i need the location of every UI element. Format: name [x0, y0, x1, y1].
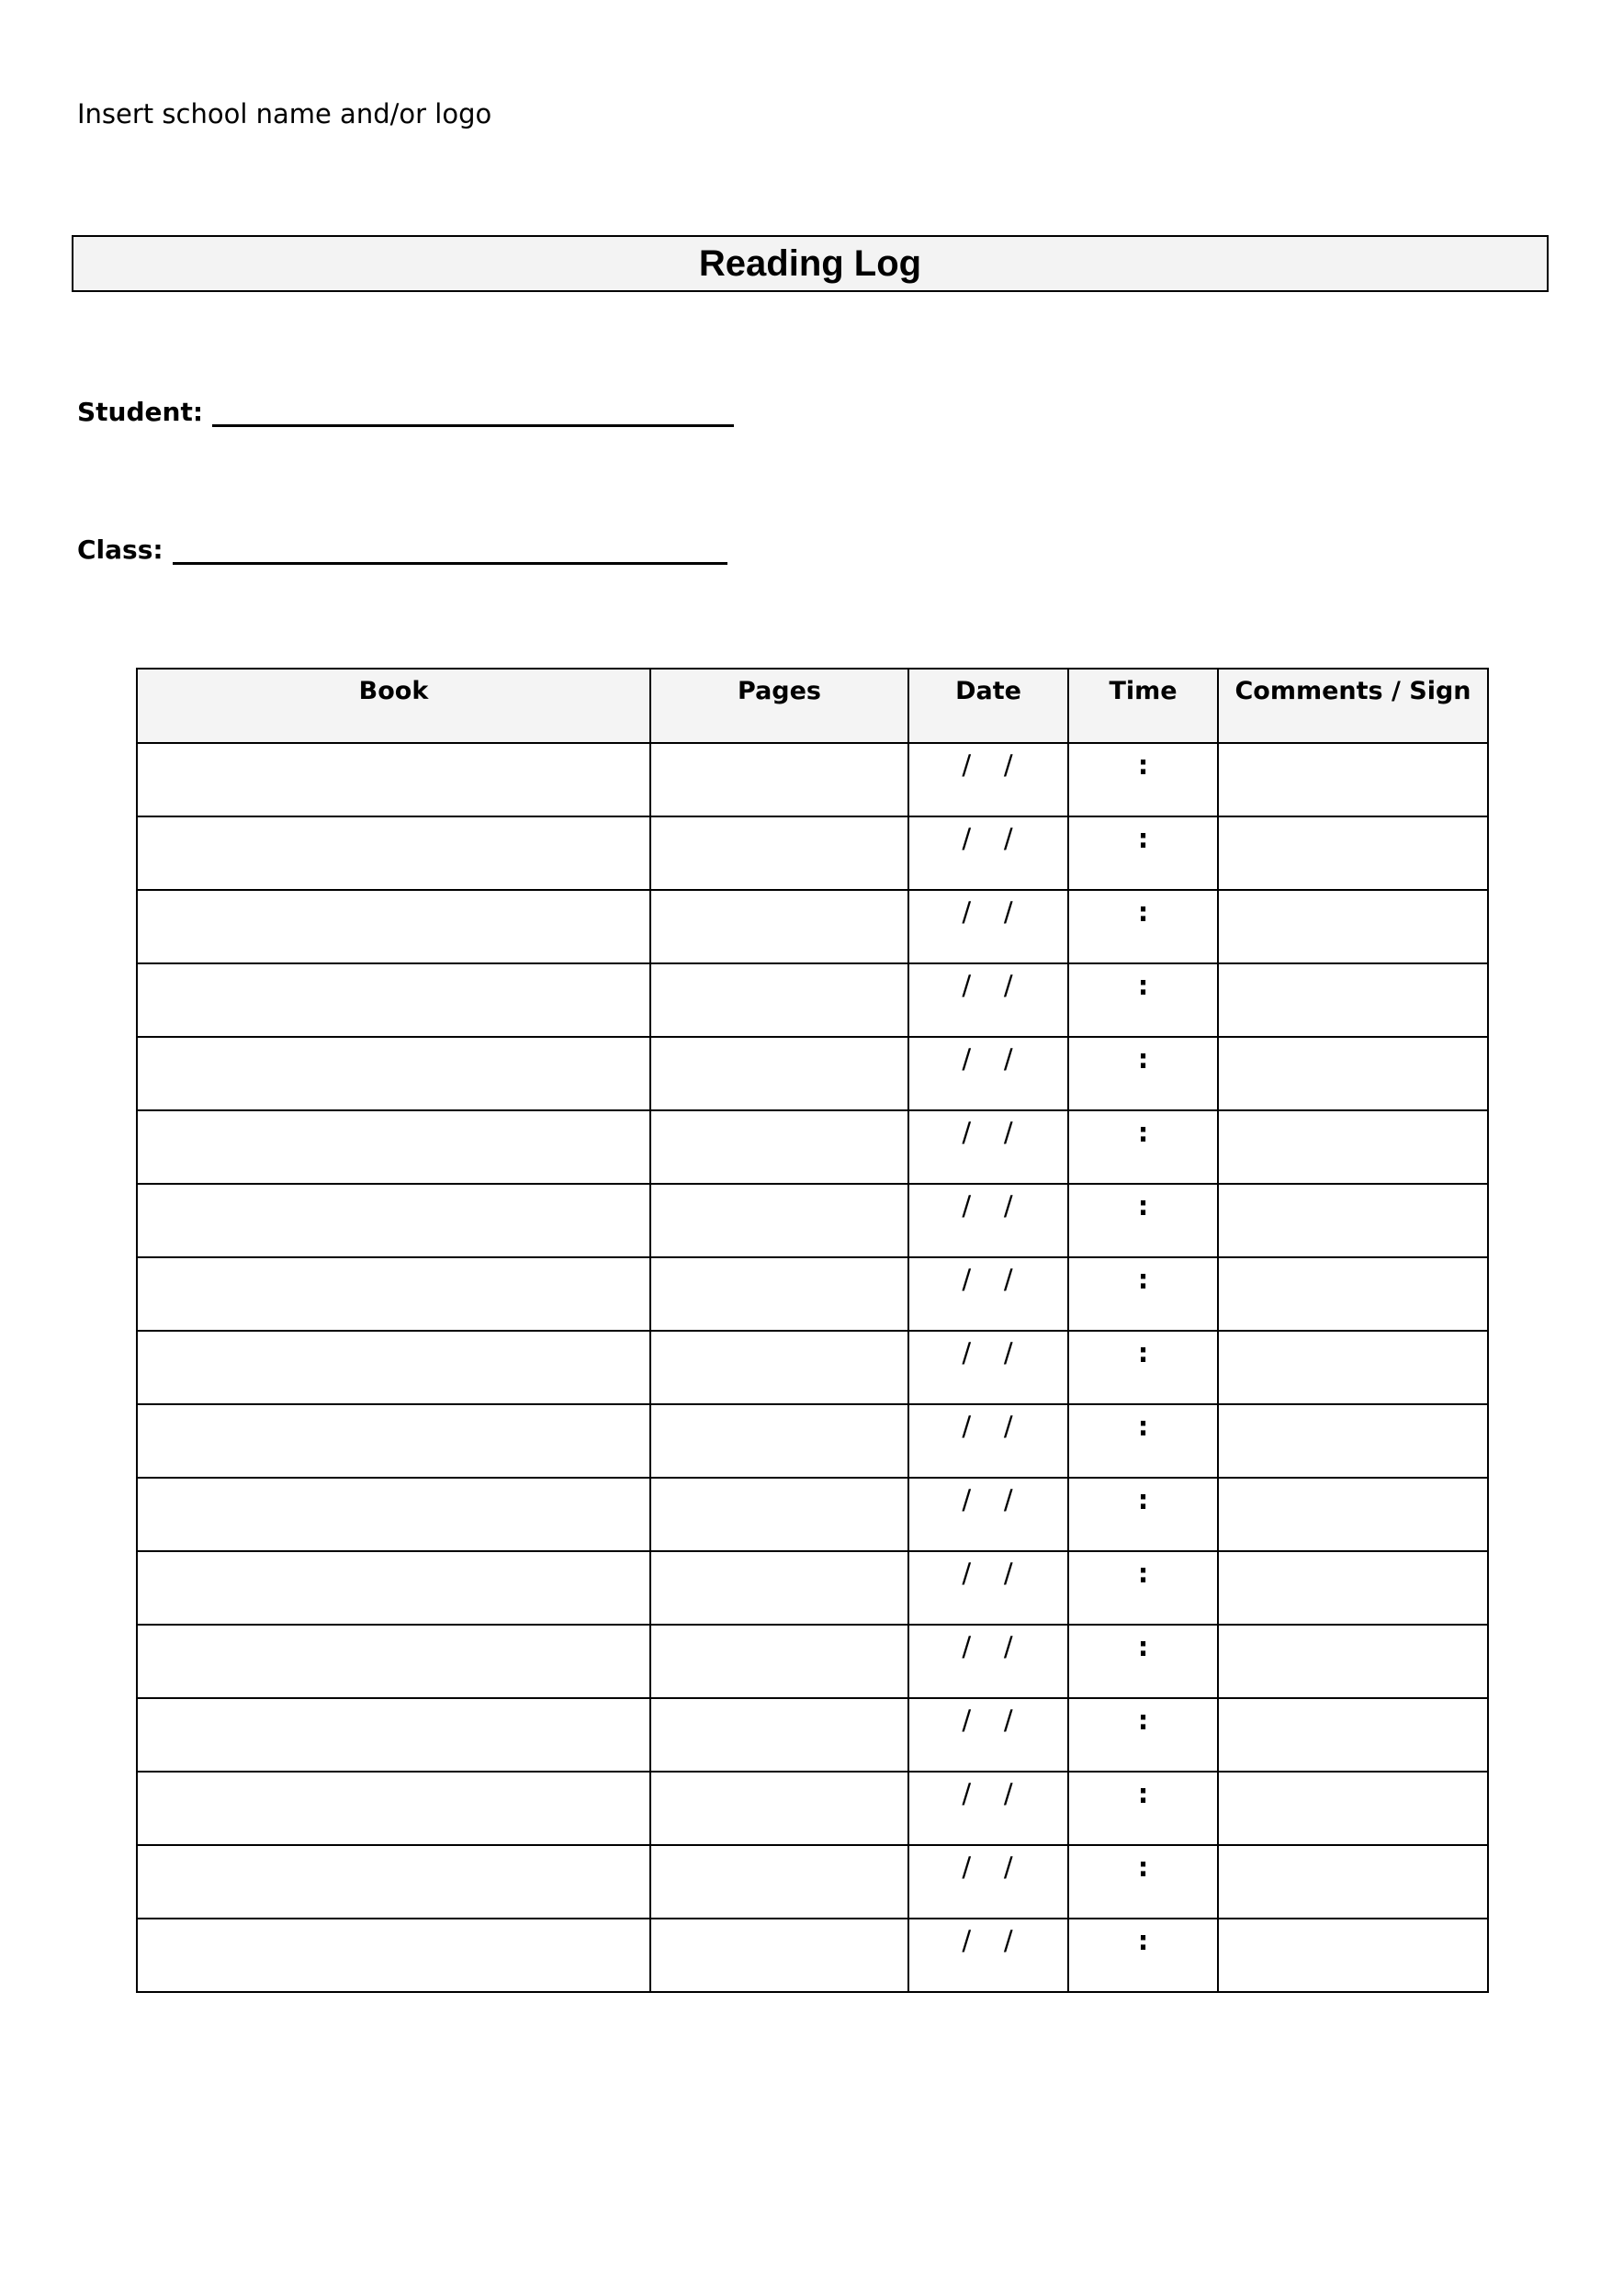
pages-cell[interactable] [650, 1845, 908, 1919]
pages-cell[interactable] [650, 743, 908, 816]
student-blank-line[interactable] [212, 393, 734, 427]
date-placeholder: / / [962, 970, 1015, 1001]
comments-cell[interactable] [1218, 1184, 1488, 1257]
book-cell[interactable] [137, 1845, 650, 1919]
time-placeholder: : [1137, 749, 1149, 781]
reading-log-table [136, 668, 1489, 1993]
book-cell[interactable] [137, 963, 650, 1037]
date-placeholder: / / [962, 1851, 1015, 1883]
time-cell[interactable] [1068, 1919, 1218, 1992]
time-placeholder: : [1137, 1337, 1149, 1368]
book-cell[interactable] [137, 1698, 650, 1772]
class-label: Class: [77, 535, 163, 565]
pages-cell[interactable] [650, 1404, 908, 1478]
time-placeholder: : [1137, 1484, 1149, 1515]
date-cell[interactable] [908, 1257, 1068, 1331]
date-placeholder: / / [962, 1778, 1015, 1809]
date-placeholder: / / [962, 1190, 1015, 1221]
date-placeholder: / / [962, 1337, 1015, 1368]
date-placeholder: / / [962, 1117, 1015, 1148]
time-cell[interactable] [1068, 743, 1218, 816]
book-cell[interactable] [137, 1037, 650, 1110]
time-cell[interactable] [1068, 1257, 1218, 1331]
comments-cell[interactable] [1218, 1625, 1488, 1698]
table-header-row [137, 669, 1488, 743]
book-cell[interactable] [137, 816, 650, 890]
school-name-placeholder: Insert school name and/or logo [77, 98, 492, 129]
time-cell[interactable] [1068, 1551, 1218, 1625]
time-cell[interactable] [1068, 1845, 1218, 1919]
time-placeholder: : [1137, 1778, 1149, 1809]
date-placeholder: / / [962, 1558, 1015, 1589]
comments-cell[interactable] [1218, 816, 1488, 890]
date-cell[interactable] [908, 1772, 1068, 1845]
pages-cell[interactable] [650, 1184, 908, 1257]
date-cell[interactable] [908, 1184, 1068, 1257]
table-row [137, 890, 1488, 963]
page-title: Reading Log [698, 243, 922, 284]
time-cell[interactable] [1068, 1184, 1218, 1257]
date-placeholder: / / [962, 1043, 1015, 1075]
time-placeholder: : [1137, 1851, 1149, 1883]
time-cell[interactable] [1068, 1331, 1218, 1404]
book-cell[interactable] [137, 1919, 650, 1992]
table-row [137, 1478, 1488, 1551]
date-cell[interactable] [908, 963, 1068, 1037]
comments-cell[interactable] [1218, 1919, 1488, 1992]
table-row [137, 1698, 1488, 1772]
comments-cell[interactable] [1218, 1404, 1488, 1478]
pages-cell[interactable] [650, 963, 908, 1037]
time-placeholder: : [1137, 1190, 1149, 1221]
date-cell[interactable] [908, 1845, 1068, 1919]
date-cell[interactable] [908, 890, 1068, 963]
book-cell[interactable] [137, 1184, 650, 1257]
time-placeholder: : [1137, 896, 1149, 928]
time-placeholder: : [1137, 1043, 1149, 1075]
table-row [137, 816, 1488, 890]
time-cell[interactable] [1068, 963, 1218, 1037]
date-placeholder: / / [962, 749, 1015, 781]
column-header-book: Book [137, 669, 650, 743]
time-placeholder: : [1137, 823, 1149, 854]
table-row [137, 1772, 1488, 1845]
pages-cell[interactable] [650, 1257, 908, 1331]
time-placeholder: : [1137, 1705, 1149, 1736]
date-placeholder: / / [962, 1264, 1015, 1295]
book-cell[interactable] [137, 890, 650, 963]
comments-cell[interactable] [1218, 1845, 1488, 1919]
time-cell[interactable] [1068, 1698, 1218, 1772]
table-row [137, 1404, 1488, 1478]
date-cell[interactable] [908, 816, 1068, 890]
comments-cell[interactable] [1218, 1772, 1488, 1845]
column-header-comments: Comments / Sign [1218, 669, 1488, 743]
book-cell[interactable] [137, 743, 650, 816]
pages-cell[interactable] [650, 1478, 908, 1551]
date-cell[interactable] [908, 743, 1068, 816]
date-cell[interactable] [908, 1404, 1068, 1478]
date-cell[interactable] [908, 1478, 1068, 1551]
comments-cell[interactable] [1218, 1331, 1488, 1404]
time-cell[interactable] [1068, 1110, 1218, 1184]
book-cell[interactable] [137, 1110, 650, 1184]
date-cell[interactable] [908, 1698, 1068, 1772]
book-cell[interactable] [137, 1625, 650, 1698]
date-cell[interactable] [908, 1110, 1068, 1184]
comments-cell[interactable] [1218, 1110, 1488, 1184]
pages-cell[interactable] [650, 1698, 908, 1772]
table-row [137, 1845, 1488, 1919]
comments-cell[interactable] [1218, 963, 1488, 1037]
pages-cell[interactable] [650, 1110, 908, 1184]
pages-cell[interactable] [650, 890, 908, 963]
comments-cell[interactable] [1218, 1257, 1488, 1331]
table-row [137, 1331, 1488, 1404]
student-field [77, 393, 734, 431]
table-body [137, 743, 1488, 1992]
class-blank-line[interactable] [173, 531, 727, 565]
time-cell[interactable] [1068, 1404, 1218, 1478]
pages-cell[interactable] [650, 1625, 908, 1698]
book-cell[interactable] [137, 1551, 650, 1625]
time-placeholder: : [1137, 1925, 1149, 1956]
comments-cell[interactable] [1218, 743, 1488, 816]
time-cell[interactable] [1068, 890, 1218, 963]
table-row [137, 743, 1488, 816]
date-placeholder: / / [962, 1411, 1015, 1442]
column-header-time: Time [1068, 669, 1218, 743]
time-cell[interactable] [1068, 1772, 1218, 1845]
time-cell[interactable] [1068, 1478, 1218, 1551]
table-row [137, 963, 1488, 1037]
date-placeholder: / / [962, 1484, 1015, 1515]
time-placeholder: : [1137, 970, 1149, 1001]
book-cell[interactable] [137, 1404, 650, 1478]
time-cell[interactable] [1068, 816, 1218, 890]
book-cell[interactable] [137, 1772, 650, 1845]
pages-cell[interactable] [650, 816, 908, 890]
date-placeholder: / / [962, 1705, 1015, 1736]
comments-cell[interactable] [1218, 1698, 1488, 1772]
table-row [137, 1551, 1488, 1625]
book-cell[interactable] [137, 1257, 650, 1331]
column-header-date: Date [908, 669, 1068, 743]
pages-cell[interactable] [650, 1772, 908, 1845]
date-placeholder: / / [962, 1631, 1015, 1662]
time-cell[interactable] [1068, 1037, 1218, 1110]
book-cell[interactable] [137, 1331, 650, 1404]
time-placeholder: : [1137, 1264, 1149, 1295]
student-label: Student: [77, 397, 204, 427]
date-placeholder: / / [962, 1925, 1015, 1956]
title-banner [72, 235, 1549, 292]
pages-cell[interactable] [650, 1331, 908, 1404]
table-row [137, 1625, 1488, 1698]
comments-cell[interactable] [1218, 1478, 1488, 1551]
pages-cell[interactable] [650, 1551, 908, 1625]
table-row [137, 1110, 1488, 1184]
book-cell[interactable] [137, 1478, 650, 1551]
column-header-pages: Pages [650, 669, 908, 743]
time-placeholder: : [1137, 1117, 1149, 1148]
pages-cell[interactable] [650, 1919, 908, 1992]
class-field [77, 531, 727, 568]
comments-cell[interactable] [1218, 1551, 1488, 1625]
date-cell[interactable] [908, 1551, 1068, 1625]
time-placeholder: : [1137, 1631, 1149, 1662]
date-cell[interactable] [908, 1919, 1068, 1992]
comments-cell[interactable] [1218, 890, 1488, 963]
table-row [137, 1184, 1488, 1257]
table-row [137, 1919, 1488, 1992]
date-cell[interactable] [908, 1037, 1068, 1110]
time-placeholder: : [1137, 1558, 1149, 1589]
date-placeholder: / / [962, 823, 1015, 854]
pages-cell[interactable] [650, 1037, 908, 1110]
date-cell[interactable] [908, 1625, 1068, 1698]
table-row [137, 1037, 1488, 1110]
date-cell[interactable] [908, 1331, 1068, 1404]
comments-cell[interactable] [1218, 1037, 1488, 1110]
time-cell[interactable] [1068, 1625, 1218, 1698]
time-placeholder: : [1137, 1411, 1149, 1442]
table-row [137, 1257, 1488, 1331]
date-placeholder: / / [962, 896, 1015, 928]
